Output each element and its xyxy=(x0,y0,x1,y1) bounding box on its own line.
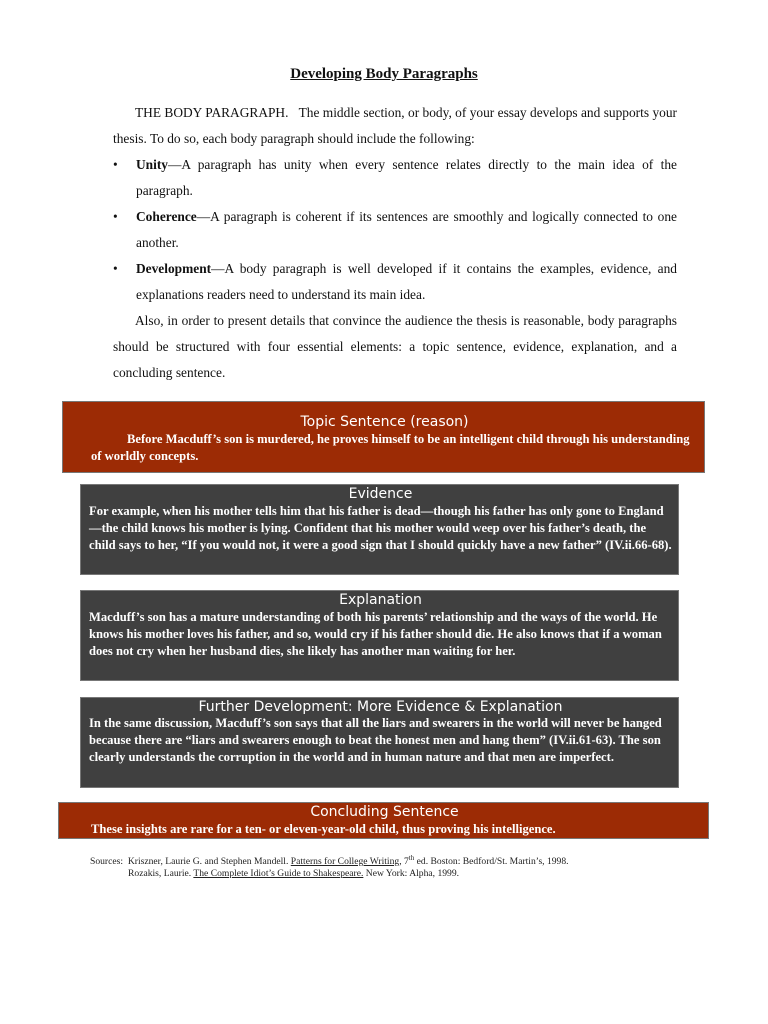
term-unity: Unity xyxy=(136,157,168,172)
sources-label: Sources: xyxy=(90,856,124,868)
list-item-development xyxy=(113,256,677,308)
list-item-coherence xyxy=(113,204,677,256)
source-1-edition: 7 xyxy=(404,856,409,868)
source-1-title: Patterns for College Writing xyxy=(290,856,400,868)
topic-sentence-heading: Topic Sentence (reason) xyxy=(300,414,469,430)
evidence-text: For example, when his mother tells him that his father is dead—though his father has only gone to England—the child knows his mother is lying. Confident that his mother would weep over his father’s death, the child says to her, “If you would not, it were a good sign that I should quickly have a new father” (IV.ii.66-68). xyxy=(89,504,672,552)
concluding-sentence-heading: Concluding Sentence xyxy=(310,804,459,820)
intro-lead-term: THE BODY PARAGRAPH. xyxy=(135,105,289,120)
source-1-edition-sup: th xyxy=(408,854,415,862)
source-1: Sources: Kriszner, Laurie G. and Stephen Mandell. Patterns for College Writing, 7th ed. Boston: Bedford/St. Martin’s, 1998. xyxy=(90,854,569,868)
bullet-icon: • xyxy=(113,209,118,224)
intro-section xyxy=(113,100,677,386)
concluding-sentence-box xyxy=(58,802,709,839)
further-development-heading: Further Development: More Evidence & Explanation xyxy=(198,699,563,715)
topic-sentence-text: Before Macduff’s son is murdered, he proves himself to be an intelligent child through his understanding of worldly concepts. xyxy=(91,432,690,463)
intro-paragraph xyxy=(113,100,677,152)
source-1-authors: Kriszner, Laurie G. and Stephen Mandell. xyxy=(127,856,289,868)
bullet-icon: • xyxy=(113,157,118,172)
further-development-text: In the same discussion, Macduff’s son says that all the liars and swearers in the world will never be hanged because there are “liars and swearers enough to beat the honest men and hang them” (IV.ii.61-63). The son clearly understands the corruption in the world and in human nature and that men are imperfect. xyxy=(89,716,662,764)
source-2-author: Rozakis, Laurie. xyxy=(128,868,192,880)
concluding-sentence-text: These insights are rare for a ten- or eleven-year-old child, thus proving his intelligence. xyxy=(91,822,556,836)
source-2-title: The Complete Idiot’s Guide to Shakespeare. xyxy=(193,868,364,880)
explanation-text: Macduff’s son has a mature understanding of both his parents’ relationship and the ways of the world. He knows his mother loves his father, and so, would cry if his father should die. He also knows that if a woman does not cry when her husband dies, she likely has another man waiting for her. xyxy=(89,610,662,658)
closing-paragraph: Also, in order to present details that convince the audience the thesis is reasonable, body paragraphs should be structured with four essential elements: a topic sentence, evidence, explanation, and a concluding sentence. xyxy=(113,313,677,380)
further-development-box xyxy=(80,697,679,788)
term-coherence: Coherence xyxy=(136,209,197,224)
term-development: Development xyxy=(136,261,212,276)
explanation-box xyxy=(80,590,679,681)
desc-unity: —A paragraph has unity when every sentence relates directly to the main idea of the paragraph. xyxy=(136,157,677,198)
list-item-unity xyxy=(113,152,677,204)
explanation-heading: Explanation xyxy=(339,592,422,608)
source-2 xyxy=(90,868,569,880)
sources-section xyxy=(90,852,569,880)
intro-lead-text: The middle section, or body, of your essay develops and supports your thesis. To do so, each body paragraph should include the following: xyxy=(113,105,677,146)
desc-coherence: —A paragraph is coherent if its sentences are smoothly and logically connected to one another. xyxy=(136,209,677,250)
page-title: Developing Body Paragraphs xyxy=(290,66,478,82)
evidence-box xyxy=(80,484,679,575)
source-1-rest: ed. Boston: Bedford/St. Martin’s, 1998. xyxy=(416,856,569,868)
source-2-rest: New York: Alpha, 1999. xyxy=(365,868,460,880)
evidence-heading: Evidence xyxy=(348,486,413,502)
bullet-icon: • xyxy=(113,261,118,276)
element-list xyxy=(113,152,677,308)
desc-development: —A body paragraph is well developed if it contains the examples, evidence, and explanations readers need to understand its main idea. xyxy=(136,261,677,302)
topic-sentence-box xyxy=(62,401,705,473)
